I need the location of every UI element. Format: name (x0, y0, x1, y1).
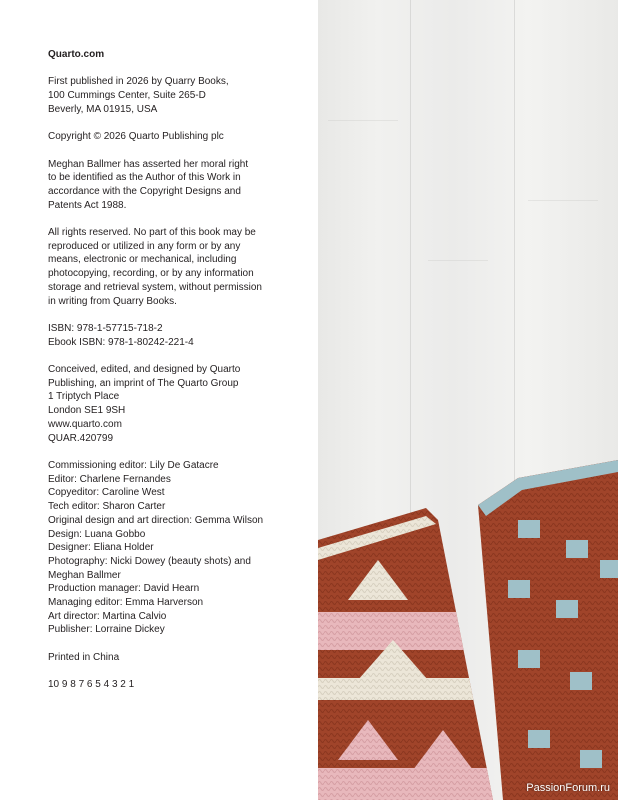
text-line: Production manager: David Hearn (48, 583, 200, 595)
blue-motif (528, 730, 550, 748)
text-line: Ebook ISBN: 978-1-80242-221-4 (48, 336, 194, 348)
text-line: 1 Triptych Place (48, 391, 120, 403)
publisher-site: Quarto.com (48, 49, 105, 60)
copyright-sections (48, 75, 310, 692)
watermark: PassionForum.ru (526, 782, 610, 794)
text-line: First published in 2026 by Quarry Books, (48, 76, 229, 88)
text-line: Printed in China (48, 651, 120, 663)
text-line: Meghan Ballmer (48, 569, 121, 581)
text-line: ISBN: 978-1-57715-718-2 (48, 322, 163, 334)
text-line: 10 9 8 7 6 5 4 3 2 1 (48, 679, 135, 691)
copyright-paragraph (48, 130, 310, 144)
text-line: Commissioning editor: Lily De Gatacre (48, 459, 219, 471)
copyright-paragraph (48, 322, 310, 349)
text-line: Tech editor: Sharon Carter (48, 501, 166, 513)
text-line: Beverly, MA 01915, USA (48, 103, 158, 115)
copyright-paragraph (48, 678, 310, 692)
text-line: means, electronic or mechanical, including (48, 254, 237, 266)
text-line: Art director: Martina Calvio (48, 610, 167, 622)
blue-motif (518, 650, 540, 668)
text-line: storage and retrieval system, without permission (48, 281, 262, 293)
text-line: photocopying, recording, or by any information (48, 268, 254, 280)
crochet-swatches (318, 0, 618, 800)
text-line: 100 Cummings Center, Suite 265-D (48, 90, 206, 102)
text-line: in writing from Quarry Books. (48, 295, 177, 307)
blue-motif (508, 580, 530, 598)
pink-stripe (318, 768, 498, 800)
text-line: Copyeditor: Caroline West (48, 487, 165, 499)
right-swatch (478, 460, 618, 800)
text-line: Photography: Nicki Dowey (beauty shots) and (48, 555, 251, 567)
text-line: Editor: Charlene Fernandes (48, 473, 171, 485)
copyright-paragraph (48, 459, 310, 637)
text-line: to be identified as the Author of this Work in (48, 172, 241, 184)
copyright-paragraph (48, 158, 310, 213)
text-line: Copyright © 2026 Quarto Publishing plc (48, 131, 224, 143)
text-line: accordance with the Copyright Designs and (48, 185, 241, 197)
blue-motif (518, 520, 540, 538)
text-line: All rights reserved. No part of this book may be (48, 227, 256, 239)
blue-motif (566, 540, 588, 558)
blue-motif (570, 672, 592, 690)
copyright-paragraph (48, 226, 310, 308)
text-line: London SE1 9SH (48, 405, 126, 417)
text-line: Designer: Eliana Holder (48, 542, 154, 554)
copyright-text-column (48, 48, 310, 706)
text-line: Managing editor: Emma Harverson (48, 597, 204, 609)
copyright-paragraph (48, 75, 310, 116)
text-line: Original design and art direction: Gemma Wilson (48, 514, 264, 526)
left-swatch (318, 508, 498, 800)
text-line: Meghan Ballmer has asserted her moral right (48, 158, 249, 170)
text-line: Conceived, edited, and designed by Quarto (48, 364, 241, 376)
text-line: Publisher: Lorraine Dickey (48, 624, 165, 636)
text-line: Patents Act 1988. (48, 199, 127, 211)
text-line: www.quarto.com (48, 418, 122, 430)
text-line: Publishing, an imprint of The Quarto Group (48, 377, 239, 389)
text-line: Design: Luana Gobbo (48, 528, 146, 540)
pink-stripe (318, 612, 498, 650)
copyright-paragraph (48, 651, 310, 665)
copyright-paragraph (48, 363, 310, 445)
text-line: QUAR.420799 (48, 432, 114, 444)
text-line: reproduced or utilized in any form or by any (48, 240, 241, 252)
right-swatch-body (478, 460, 618, 800)
blue-motif (580, 750, 602, 768)
crochet-photo (318, 0, 618, 800)
blue-motif (556, 600, 578, 618)
cream-stripe (318, 678, 498, 700)
blue-motif (600, 560, 618, 578)
